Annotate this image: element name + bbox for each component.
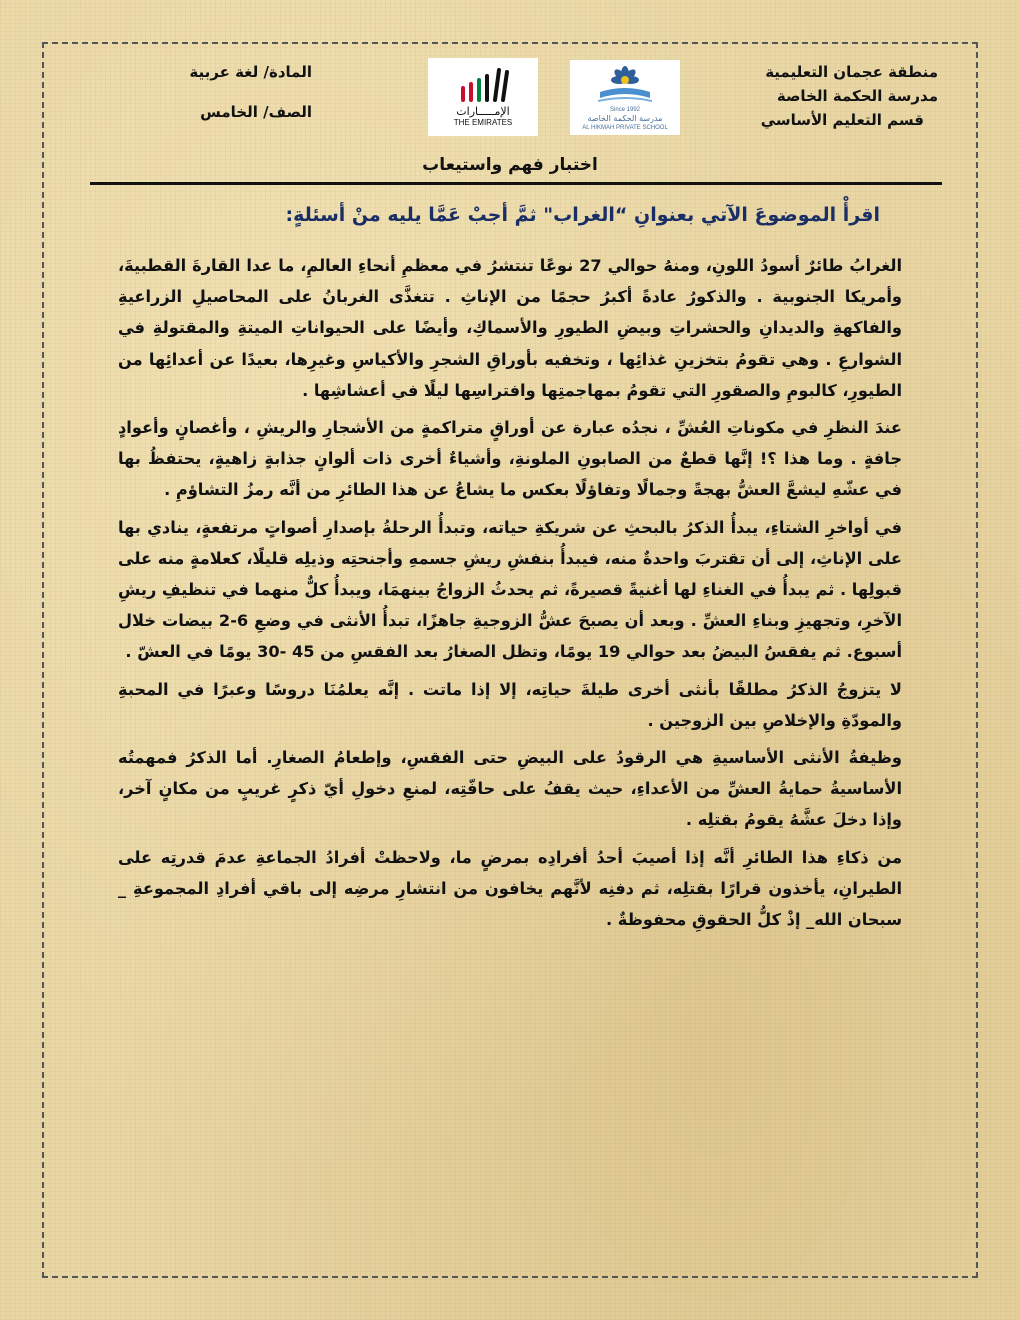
reading-instruction: اقرأْ الموضوعَ الآتي بعنوانِ “الغراب" ثمَّ أجبْ عَمَّا يليه منْ أسئلةٍ:	[285, 204, 880, 226]
passage-paragraph: الغرابُ طائرٌ أسودُ اللونِ، ومنهُ حوالي 27 نوعًا تنتشرُ في معظمِ أنحاءِ العالمِ، ما عدا القارةَ القطبيةَ، وأمريكا الجنوبية . والذكورُ عادةً أكبرُ حجمًا من الإناثِ . تتغذَّى الغربانُ على المحاصيلِ الزراعيةِ والفاكهةِ والديدانِ والحشراتِ وبيضِ الطيورِ والأسماكِ، وأيضًا على الحيواناتِ الميتةِ والمقتولةِ في الشوارعِ . وهي تقومُ بتخزينِ غذائِها ، وتخفيه بأوراقِ الشجرِ والأكياسِ وغيرِها، بعيدًا عن أعدائِها من الطيورِ، كالبومِ والصقورِ التي تقومُ بمهاجمتِها وافتراسِها ليلًا في أعشاشِها .	[118, 256, 902, 400]
grade-label: الصف/ الخامس	[200, 103, 312, 121]
emirates-logo	[428, 58, 538, 136]
passage-paragraph: وظيفةُ الأنثى الأساسيةِ هي الرقودُ على البيضِ حتى الفقسِ، وإطعامُ الصغارِ. أما الذكرُ فمهمتُه الأساسيةُ حمايةُ العشِّ من الأعداءِ، حيث يقفُ على حافّتِه، لمنعِ دخولِ أيّ ذكرٍ غريبٍ من مكانٍ آخر، وإذا دخلَ عشَّهُ يقومُ بقتلِه .	[118, 748, 902, 830]
title-underline	[90, 182, 942, 185]
passage-paragraph: من ذكاءِ هذا الطائرِ أنَّه إذا أصيبَ أحدُ أفرادِه بمرضٍ ما، ولاحظتْ أفرادُ الجماعةِ عدمَ قدرتِه على الطيرانِ، يأخذون قرارًا بقتلِه، ثم دفنِه لأنَّهم يخافون من انتشارِ مرضِه إلى باقي أفرادِ المجموعةِ _ سبحان الله_ إذْ كلُّ الحقوقِ محفوظةٌ .	[118, 847, 902, 930]
education-zone: منطقة عجمان التعليمية	[765, 63, 938, 81]
department-name: قسم التعليم الأساسي	[760, 111, 924, 129]
emirates-logo-english: THE EMIRATES	[453, 118, 513, 127]
test-title: اختبار فهم واستيعاب	[422, 155, 598, 175]
school-logo-english: AL HIKMAH PRIVATE SCHOOL	[582, 124, 668, 131]
school-emblem-icon	[590, 64, 660, 106]
school-logo	[570, 60, 680, 135]
subject-info	[112, 60, 312, 140]
school-logo-arabic: مدرسة الحكمة الخاصة	[587, 113, 663, 123]
school-info	[718, 60, 938, 132]
passage-paragraph: لا يتزوجُ الذكرُ مطلقًا بأنثى أخرى طيلةَ حياتِه، إلا إذا ماتت . إنَّه يعلمُنَا دروسًا وعبرًا في المحبةِ والمودّةِ والإخلاصِ بين الزوجين .	[118, 679, 902, 730]
school-name: مدرسة الحكمة الخاصة	[776, 87, 938, 105]
passage-paragraph: في أواخرِ الشتاءِ، يبدأُ الذكرُ بالبحثِ عن شريكةِ حياته، وتبدأُ الرحلةُ بإصدارِ أصواتٍ مرتفعةٍ، ينادي بها على الإناثِ، إلى أن تقتربَ واحدةٌ منه، فيبدأُ بنفشِ ريشِ جسمهِ وأجنحتِه وذيلِه قليلًا، كعلامةٍ منه على قبولِها . ثم يبدأُ في الغناءِ لها أغنيةً قصيرةً، ثم يحدثُ الزواجُ بينهمَا، ويبدأُ كلٌّ منهما في تنظيفِ ريشِ الآخرِ، وتجهيزِ وبناءِ العشِّ . وبعد أن يصبحَ عشُّ الزوجيةِ جاهزًا، تبدأُ الأنثى في وضعِ 6-2 بيضات خلال أسبوع. ثم يفقسُ البيضُ بعد حوالي 19 يومًا، وتظل الصغارُ بعد الفقسِ من 45 -30 يومًا في العشّ .	[118, 517, 902, 662]
subject-label: المادة/ لغة عربية	[189, 63, 312, 81]
emirates-logo-arabic: الإمـــــارات	[456, 105, 510, 118]
school-logo-since: Since 1992	[609, 106, 641, 113]
emirates-stripes-icon	[453, 66, 513, 106]
reading-passage	[118, 250, 902, 1265]
passage-paragraph: عندَ النظرِ في مكوناتِ العُشِّ ، نجدُه عبارة عن أوراقٍ متراكمةٍ من الأشجارِ والريشِ ، وأغصانٍ وأعوادٍ جافةٍ . وما هذا ؟! إنَّها قطعٌ من الصابونِ الملونةِ، وأشياءٌ أخرى ذات ألوانٍ جذابةٍ زاهيةٍ، يحتفظُ بها في عشّهِ ليشعَّ العشُّ بهجةً وجمالًا وتفاؤلًا بعكس ما يشاعُ عن هذا الطائرِ من أنَّه رمزُ التشاؤمِ .	[118, 418, 902, 500]
